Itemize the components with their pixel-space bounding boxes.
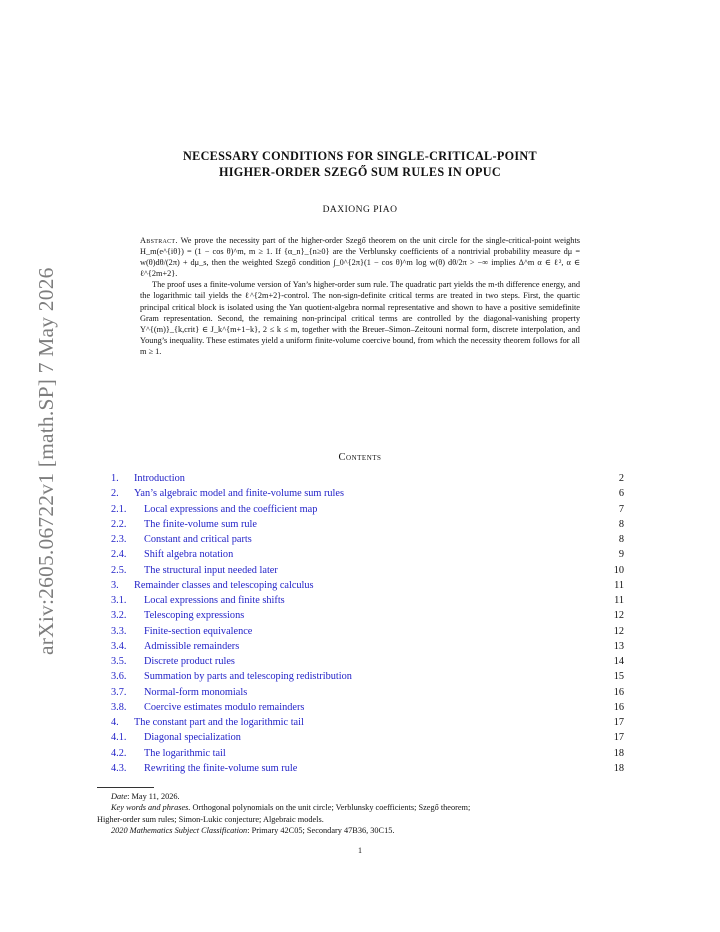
toc-entry[interactable] [111, 656, 624, 671]
toc-entry[interactable] [111, 717, 624, 732]
toc-entry-title[interactable]: Local expressions and finite shifts [144, 595, 285, 606]
toc-entry-page: 15 [613, 671, 624, 683]
toc-entry-page: 10 [613, 564, 624, 576]
toc-entry[interactable] [111, 519, 624, 534]
toc-entry-number[interactable]: 3.5. [111, 656, 127, 667]
toc-entry-page: 14 [613, 656, 624, 667]
toc-entry-number[interactable]: 3.1. [111, 595, 127, 606]
date-label: Date [111, 792, 128, 801]
toc-entry-number[interactable]: 4.1. [111, 732, 127, 744]
toc-entry-title[interactable]: The logarithmic tail [144, 747, 226, 759]
toc-entry[interactable] [111, 549, 624, 564]
msc-label: 2020 Mathematics Subject Classification [111, 825, 248, 835]
toc-entry[interactable] [111, 488, 624, 503]
toc-entry-number[interactable]: 3.7. [111, 686, 127, 698]
toc-entry[interactable] [111, 504, 624, 519]
toc-entry-page: 2 [618, 473, 624, 484]
toc-entry-title[interactable]: The constant part and the logarithmic tail [134, 717, 304, 728]
toc-entry[interactable] [111, 595, 624, 610]
toc-entry-title[interactable]: Discrete product rules [144, 656, 235, 667]
toc-entry-page: 12 [613, 610, 624, 622]
msc-value: : Primary 42C05; Secondary 47B36, 30C15. [247, 825, 395, 835]
toc-entry-title[interactable]: Admissible remainders [144, 640, 240, 652]
footnote-keywords-cont: Higher-order sum rules; Simon-Lukic conjecture; Algebraic models. [97, 814, 324, 824]
toc-entry-page: 17 [613, 717, 624, 728]
toc-entry-page: 18 [613, 762, 624, 774]
toc-entry-number[interactable]: 2.5. [111, 564, 127, 576]
toc-entry-page: 7 [618, 503, 624, 515]
toc-entry[interactable] [111, 748, 624, 763]
toc-entry-title[interactable]: Yan’s algebraic model and finite-volume sum rules [134, 488, 344, 500]
toc-entry-number[interactable]: 3.2. [111, 610, 127, 622]
toc-entry-page: 17 [613, 732, 624, 744]
abstract-paragraph-2: The proof uses a finite-volume version of Yan’s higher-order sum rule. The quadratic part yields the m-th difference energy, and the logarithmic tail yields the ℓ^{2m+2}-control. The non-sign-definite critical terms are treated in two steps. First, the quartic principal critical block is isolated using the Yan quotient-algebra normal representative and shown to have a positive semidefinite Gram representation. Second, the remaining non-principal critical terms are controlled by the diagonal-vanishing property Y^{(m)}_{k,crit} ∈ J_k^{m+1−k}, 2 ≤ k ≤ m, together with the Breuer–Simon–Zeitouni normal form, discrete interpolation, and Young’s inequality. These estimates yield a uniform finite-volume coercive bound, from which the necessity theorem follows for all m ≥ 1. [140, 280, 580, 356]
toc-entry[interactable] [111, 610, 624, 625]
abstract-heading: Abstract. [140, 236, 178, 245]
footnote-keywords [97, 802, 625, 813]
toc-entry-title[interactable]: Finite-section equivalence [144, 625, 253, 637]
toc-entry[interactable] [111, 641, 624, 656]
abstract-text-1: We prove the necessity part of the higher-order Szegő theorem on the unit circle for the single-critical-point weights H_m(e^{iθ}) = (1 − cos θ)^m, m ≥ 1. If {α_n}_{n≥0} are the Verblunsky coefficients of a nontrivial probability measure dμ = w(θ)dθ/(2π) + dμ_s, then the weighted Szegő condition ∫_0^{2π}(1 − cos θ)^m log w(θ) dθ/2π > −∞ implies Δ^m α ∈ ℓ², α ∈ ℓ^{2m+2}. [140, 236, 580, 279]
arxiv-stamp[interactable] [18, 0, 58, 932]
toc-entry-title[interactable]: Remainder classes and telescoping calculus [134, 579, 314, 591]
footnote-rule [97, 787, 154, 788]
footnote-date [97, 791, 625, 802]
toc-entry-title[interactable]: Constant and critical parts [144, 534, 252, 545]
toc-entry-number[interactable]: 3.6. [111, 671, 127, 683]
toc-entry[interactable] [111, 580, 624, 595]
arxiv-stamp-text: arXiv:2605.06722v1 [math.SP] 7 May 2026 [34, 267, 58, 655]
toc-entry-page: 8 [618, 518, 624, 530]
toc-entry-title[interactable]: Diagonal specialization [144, 732, 241, 744]
toc-entry[interactable] [111, 732, 624, 747]
toc-entry-title[interactable]: The structural input needed later [144, 564, 278, 576]
table-of-contents [111, 473, 624, 778]
title-line-2: HIGHER-ORDER SZEGŐ SUM RULES IN OPUC [218, 164, 501, 179]
date-value: : May 11, 2026. [127, 792, 180, 801]
toc-entry-number[interactable]: 2.3. [111, 534, 127, 545]
toc-entry[interactable] [111, 626, 624, 641]
keywords-label: Key words and phrases. [111, 803, 191, 813]
toc-entry-title[interactable]: Summation by parts and telescoping redistribution [144, 671, 352, 683]
toc-entry-number[interactable]: 3. [111, 579, 119, 591]
toc-entry-number[interactable]: 4. [111, 717, 119, 728]
toc-entry-title[interactable]: Normal-form monomials [144, 686, 248, 698]
toc-entry-page: 11 [614, 579, 624, 591]
toc-entry-number[interactable]: 2.2. [111, 518, 127, 530]
toc-entry-page: 8 [618, 534, 624, 545]
toc-entry-title[interactable]: Local expressions and the coefficient map [144, 503, 318, 515]
toc-entry-number[interactable]: 2. [111, 488, 119, 500]
toc-entry-page: 13 [613, 640, 624, 652]
author: DAXIONG PIAO [322, 205, 398, 215]
toc-entry-title[interactable]: The finite-volume sum rule [144, 518, 257, 530]
toc-entry-page: 9 [618, 549, 624, 561]
footnotes [97, 791, 625, 836]
toc-entry-number[interactable]: 3.8. [111, 701, 127, 713]
toc-entry-number[interactable]: 3.4. [111, 640, 127, 652]
toc-entry[interactable] [111, 671, 624, 686]
toc-entry-number[interactable]: 1. [111, 473, 119, 484]
toc-entry-number[interactable]: 2.1. [111, 503, 127, 515]
toc-entry[interactable] [111, 473, 624, 488]
contents-heading: Contents [338, 452, 382, 463]
footnote-msc [97, 825, 625, 836]
toc-entry-title[interactable]: Introduction [134, 473, 185, 484]
abstract [140, 235, 580, 357]
toc-entry[interactable] [111, 565, 624, 580]
toc-entry-number[interactable]: 4.2. [111, 747, 127, 759]
toc-entry-title[interactable]: Telescoping expressions [144, 610, 245, 622]
abstract-paragraph-1 [140, 235, 580, 279]
toc-entry-number[interactable]: 4.3. [111, 762, 127, 774]
toc-entry[interactable] [111, 687, 624, 702]
keywords-value: Orthogonal polynomials on the unit circle; Verblunsky coefficients; Szegő theorem; [190, 803, 471, 813]
toc-entry[interactable] [111, 763, 624, 778]
toc-entry-title[interactable]: Coercive estimates modulo remainders [144, 701, 305, 713]
toc-entry-title[interactable]: Rewriting the finite-volume sum rule [144, 762, 298, 774]
toc-entry-page: 11 [614, 595, 624, 606]
toc-entry-page: 6 [618, 488, 624, 500]
toc-entry[interactable] [111, 534, 624, 549]
toc-entry[interactable] [111, 702, 624, 717]
toc-entry-page: 16 [613, 686, 624, 698]
title-line-1: NECESSARY CONDITIONS FOR SINGLE-CRITICAL-POINT [183, 149, 537, 163]
toc-entry-title[interactable]: Shift algebra notation [144, 549, 234, 561]
toc-entry-number[interactable]: 3.3. [111, 625, 127, 637]
toc-entry-page: 16 [613, 701, 624, 713]
toc-entry-page: 18 [613, 747, 624, 759]
toc-entry-number[interactable]: 2.4. [111, 549, 127, 561]
toc-entry-page: 12 [613, 625, 624, 637]
page-number: 1 [358, 846, 362, 855]
paper-title [100, 149, 620, 180]
